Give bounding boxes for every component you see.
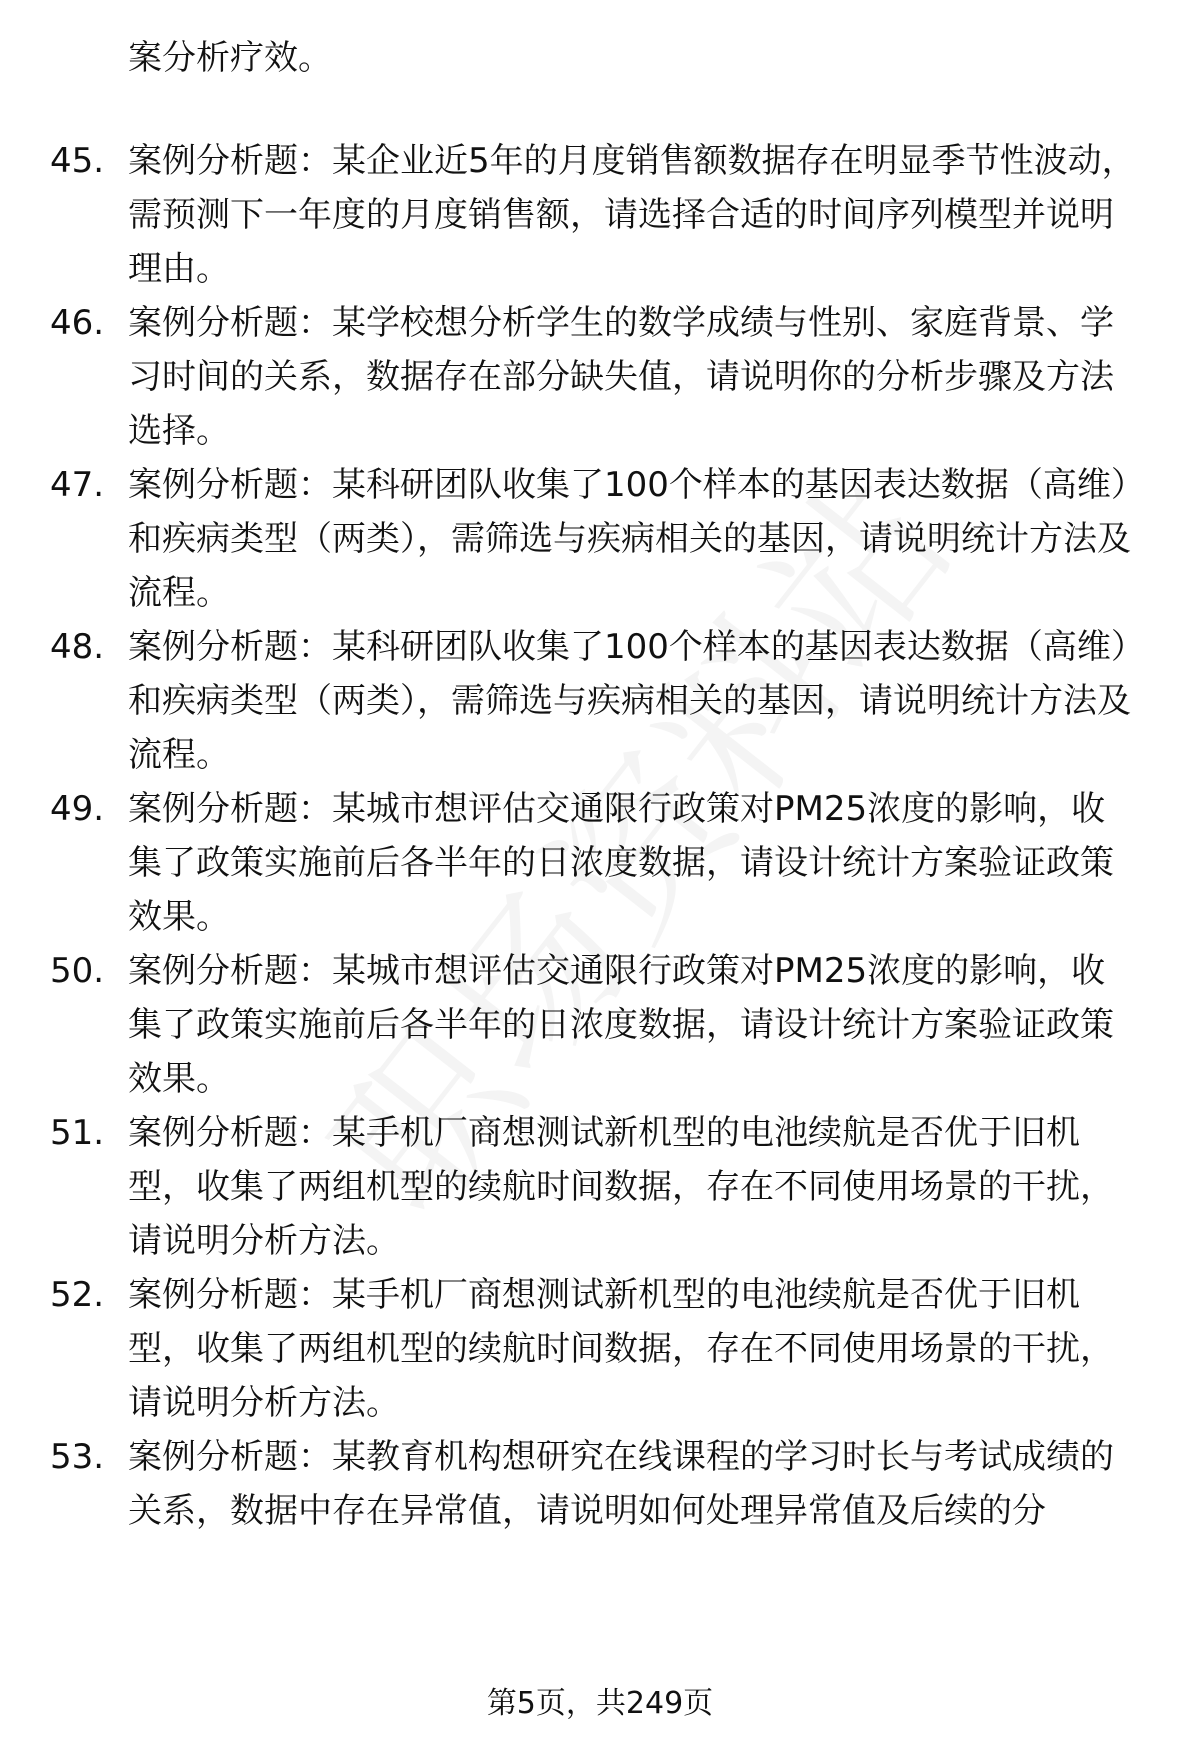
question-text: 案例分析题：某城市想评估交通限行政策对PM25浓度的影响，收集了政策实施前后各半年的日浓度数据，请设计统计方案验证政策效果。 [128, 789, 1114, 937]
question-number: 46. [50, 303, 105, 343]
question-text: 案例分析题：某科研团队收集了100个样本的基因表达数据（高维）和疾病类型（两类），需筛选与疾病相关的基因，请说明统计方法及流程。 [128, 627, 1131, 775]
question-number: 51. [50, 1113, 105, 1153]
question-number: 49. [50, 789, 105, 829]
question-text: 案例分析题：某城市想评估交通限行政策对PM25浓度的影响，收集了政策实施前后各半年的日浓度数据，请设计统计方案验证政策效果。 [128, 951, 1114, 1099]
question-text: 案例分析题：某教育机构想研究在线课程的学习时长与考试成绩的关系，数据中存在异常值，请说明如何处理异常值及后续的分 [128, 1437, 1114, 1531]
question-text: 案例分析题：某学校想分析学生的数学成绩与性别、家庭背景、学习时间的关系，数据存在部分缺失值，请说明你的分析步骤及方法选择。 [128, 303, 1114, 451]
question-number: 52. [50, 1275, 105, 1315]
question-number: 48. [50, 627, 105, 667]
question-text: 案例分析题：某手机厂商想测试新机型的电池续航是否优于旧机型，收集了两组机型的续航时间数据，存在不同使用场景的干扰，请说明分析方法。 [128, 1275, 1114, 1423]
continuation-text: 案分析疗效。 [128, 38, 332, 78]
question-text: 案例分析题：某手机厂商想测试新机型的电池续航是否优于旧机型，收集了两组机型的续航时间数据，存在不同使用场景的干扰，请说明分析方法。 [128, 1113, 1114, 1261]
question-text: 案例分析题：某企业近5年的月度销售额数据存在明显季节性波动，需预测下一年度的月度销售额，请选择合适的时间序列模型并说明理由。 [128, 141, 1136, 289]
question-number: 53. [50, 1437, 105, 1477]
page-footer: 第5页，共249页 [486, 1686, 714, 1721]
question-text: 案例分析题：某科研团队收集了100个样本的基因表达数据（高维）和疾病类型（两类），需筛选与疾病相关的基因，请说明统计方法及流程。 [128, 465, 1131, 613]
question-number: 47. [50, 465, 105, 505]
question-number: 45. [50, 141, 105, 181]
question-number: 50. [50, 951, 105, 991]
